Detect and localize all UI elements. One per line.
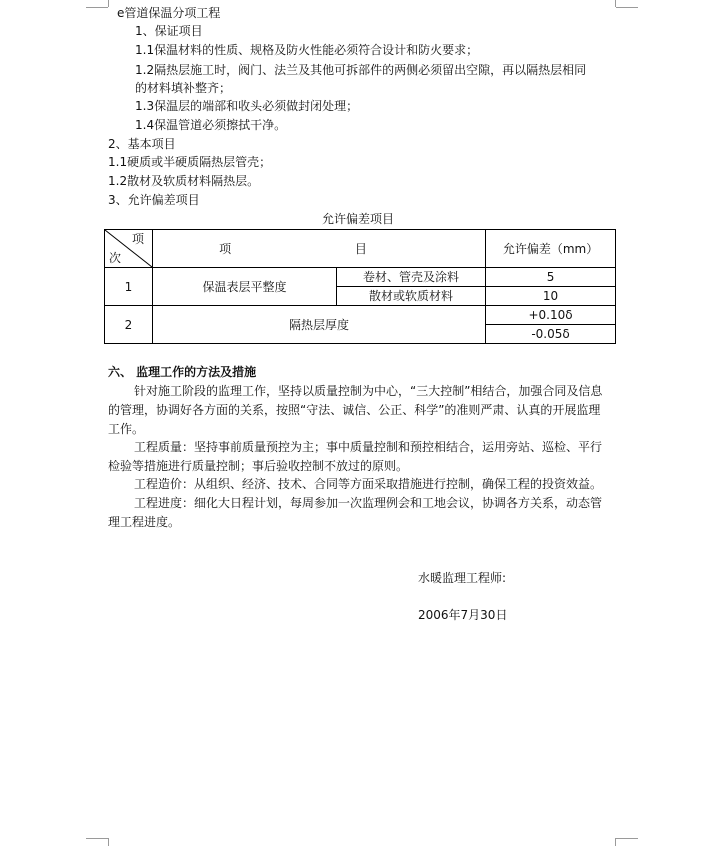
section-6-paragraph-schedule: 工程进度：细化大日程计划，每周参加一次监理例会和工地会议，协调各方关系，动态管理工程进度。 bbox=[108, 496, 603, 529]
guarantee-item-1-4: 1.4保温管道必须擦拭干净。 bbox=[135, 118, 287, 132]
corner-label-item: 项 bbox=[131, 232, 144, 246]
crop-mark-bottom-left-h bbox=[86, 838, 108, 839]
section-e-title: e管道保温分项工程 bbox=[117, 6, 221, 20]
section-6-heading: 六、 监理工作的方法及措施 bbox=[108, 365, 257, 379]
crop-mark-top-right-v bbox=[615, 0, 616, 7]
row-1-no: 1 bbox=[105, 268, 153, 306]
row-2-name: 隔热层厚度 bbox=[153, 306, 486, 344]
guarantee-item-1-2-line2: 的材料填补整齐； bbox=[135, 81, 232, 95]
row-1-sub-1-tol: 5 bbox=[486, 268, 616, 287]
row-1-name: 保温表层平整度 bbox=[153, 268, 337, 306]
basic-item-1-2: 1.2散材及软质材料隔热层。 bbox=[108, 174, 260, 188]
row-1-sub-2-tol: 10 bbox=[486, 287, 616, 306]
crop-mark-top-left-v bbox=[108, 0, 109, 7]
row-1-sub-1-type: 卷材、管壳及涂料 bbox=[337, 268, 486, 287]
guarantee-item-1-3: 1.3保温层的端部和收头必须做封闭处理； bbox=[135, 99, 359, 113]
crop-mark-bottom-left-v bbox=[108, 838, 109, 846]
tolerance-items-heading: 3、允许偏差项目 bbox=[108, 193, 200, 207]
table-caption: 允许偏差项目 bbox=[322, 212, 395, 226]
guarantee-item-1-2-line1: 1.2隔热层施工时，阀门、法兰及其他可拆部件的两侧必须留出空隙，再以隔热层相同 bbox=[135, 63, 587, 77]
section-6-paragraph-cost: 工程造价：从组织、经济、技术、合同等方面采取措施进行控制，确保工程的投资效益。 bbox=[134, 477, 603, 491]
guarantee-items-heading: 1、保证项目 bbox=[135, 24, 203, 38]
section-6-paragraph-quality: 工程质量：坚持事前质量预控为主；事中质量控制和预控相结合，运用旁站、巡检、平行检验等措施进行质量控制；事后验收控制不放过的原则。 bbox=[108, 440, 603, 473]
table-corner-cell bbox=[105, 230, 153, 268]
header-tolerance-cell: 允许偏差（mm） bbox=[486, 230, 616, 268]
row-2-tol-minus: -0.05δ bbox=[486, 325, 616, 344]
row-2-tol-plus: +0.10δ bbox=[486, 306, 616, 325]
basic-item-1-1: 1.1硬质或半硬质隔热层管壳； bbox=[108, 155, 272, 169]
basic-items-heading: 2、基本项目 bbox=[108, 137, 176, 151]
header-item-char2: 目 bbox=[354, 241, 367, 256]
row-2-no: 2 bbox=[105, 306, 153, 344]
corner-label-no: 次 bbox=[109, 251, 122, 265]
guarantee-item-1-1: 1.1保温材料的性质、规格及防火性能必须符合设计和防火要求； bbox=[135, 43, 479, 57]
header-item-char1: 项 bbox=[219, 241, 232, 256]
crop-mark-top-right-h bbox=[616, 7, 638, 8]
section-6-paragraph-1: 针对施工阶段的监理工作，坚持以质量控制为中心，“三大控制”相结合，加强合同及信息的管理，协调好各方面的关系，按照“守法、诚信、公正、科学”的准则严肃、认真的开展监理工作。 bbox=[108, 384, 603, 436]
crop-mark-bottom-right-h bbox=[616, 838, 638, 839]
crop-mark-bottom-right-v bbox=[615, 838, 616, 846]
crop-mark-top-left-h bbox=[86, 7, 108, 8]
header-item-cell bbox=[153, 230, 486, 268]
signature-role: 水暖监理工程师: bbox=[418, 571, 507, 585]
row-1-sub-2-type: 散材或软质材料 bbox=[337, 287, 486, 306]
tolerance-table bbox=[104, 229, 616, 344]
signature-date: 2006年7月30日 bbox=[418, 608, 508, 622]
